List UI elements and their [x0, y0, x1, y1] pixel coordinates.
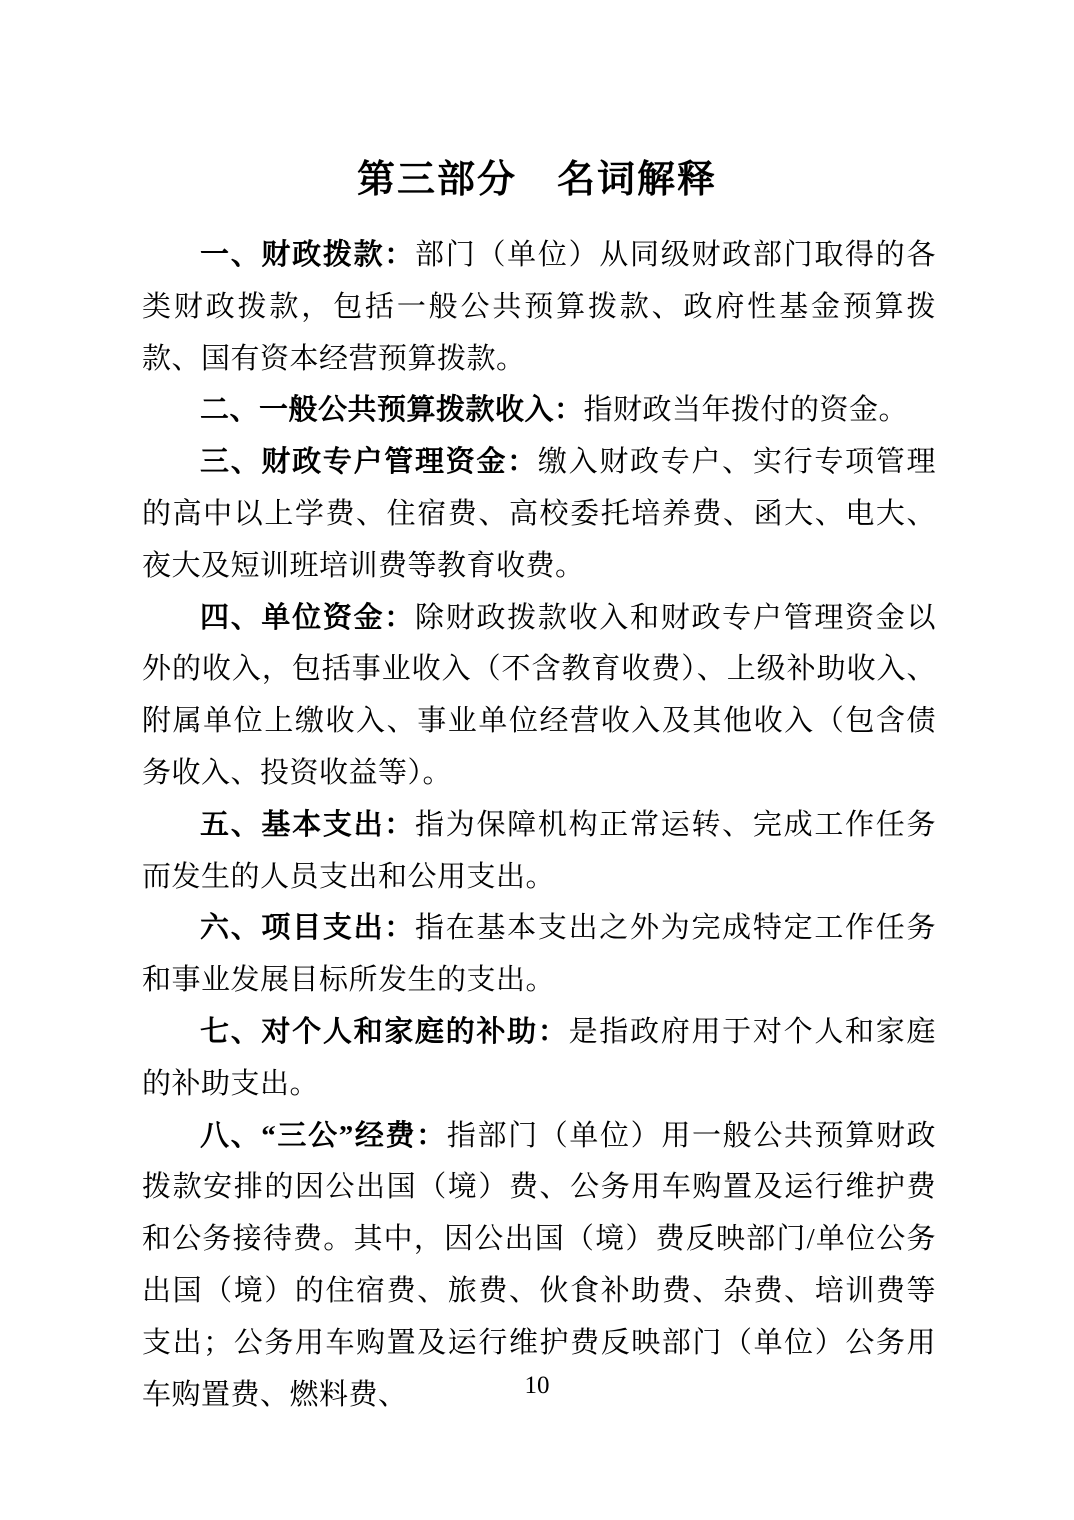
definition-paragraph-4 — [142, 593, 936, 800]
definition-paragraph-6 — [142, 903, 936, 1007]
term-label: 七、对个人和家庭的补助： — [200, 1015, 569, 1048]
section-title: 第三部分 名词解释 — [356, 159, 717, 201]
term-definition: 是指政府用于对个人和家庭的补助支出。 — [142, 1015, 936, 1100]
definition-paragraph-3 — [142, 437, 936, 592]
definition-paragraph-1 — [142, 230, 936, 385]
definition-paragraph-2 — [142, 385, 936, 437]
term-label: 一、财政拨款： — [200, 239, 416, 271]
term-label: 二、一般公共预算拨款收入： — [200, 394, 584, 427]
definition-paragraph-5 — [142, 800, 936, 904]
term-label: 三、财政专户管理资金： — [200, 446, 538, 479]
term-label: 六、项目支出： — [200, 912, 416, 945]
term-definition: 指部门（单位）用一般公共预算财政拨款安排的因公出国（境）费、公务用车购置及运行维护费和公务接待费。其中，因公出国（境）费反映部门/单位公务出国（境）的住宿费、旅费、伙食补助费、杂费、培训费等支出；公务用车购置及运行维护费反映部门（单位）公务用车购置费、燃料费、 — [142, 1119, 936, 1411]
term-label: 五、基本支出： — [200, 808, 416, 841]
term-definition: 缴入财政专户、实行专项管理的高中以上学费、住宿费、高校委托培养费、函大、电大、夜大及短训班培训费等教育收费。 — [142, 446, 936, 582]
term-label: 八、“三公”经费： — [200, 1119, 447, 1152]
term-definition: 指财政当年拨付的资金。 — [583, 394, 909, 427]
definition-paragraph-7 — [142, 1007, 936, 1111]
term-definition: 除财政拨款收入和财政专户管理资金以外的收入，包括事业收入（不含教育收费）、上级补助收入、附属单位上缴收入、事业单位经营收入及其他收入（包含债务收入、投资收益等）。 — [142, 601, 936, 789]
term-label: 四、单位资金： — [200, 601, 416, 634]
document-body — [142, 230, 936, 1421]
term-definition: 部门（单位）从同级财政部门取得的各类财政拨款，包括一般公共预算拨款、政府性基金预算拨款、国有资本经营预算拨款。 — [142, 239, 936, 375]
term-definition: 指为保障机构正常运转、完成工作任务而发生的人员支出和公用支出。 — [142, 808, 936, 893]
term-definition: 指在基本支出之外为完成特定工作任务和事业发展目标所发生的支出。 — [142, 912, 936, 997]
page-number: 10 — [524, 1372, 550, 1399]
